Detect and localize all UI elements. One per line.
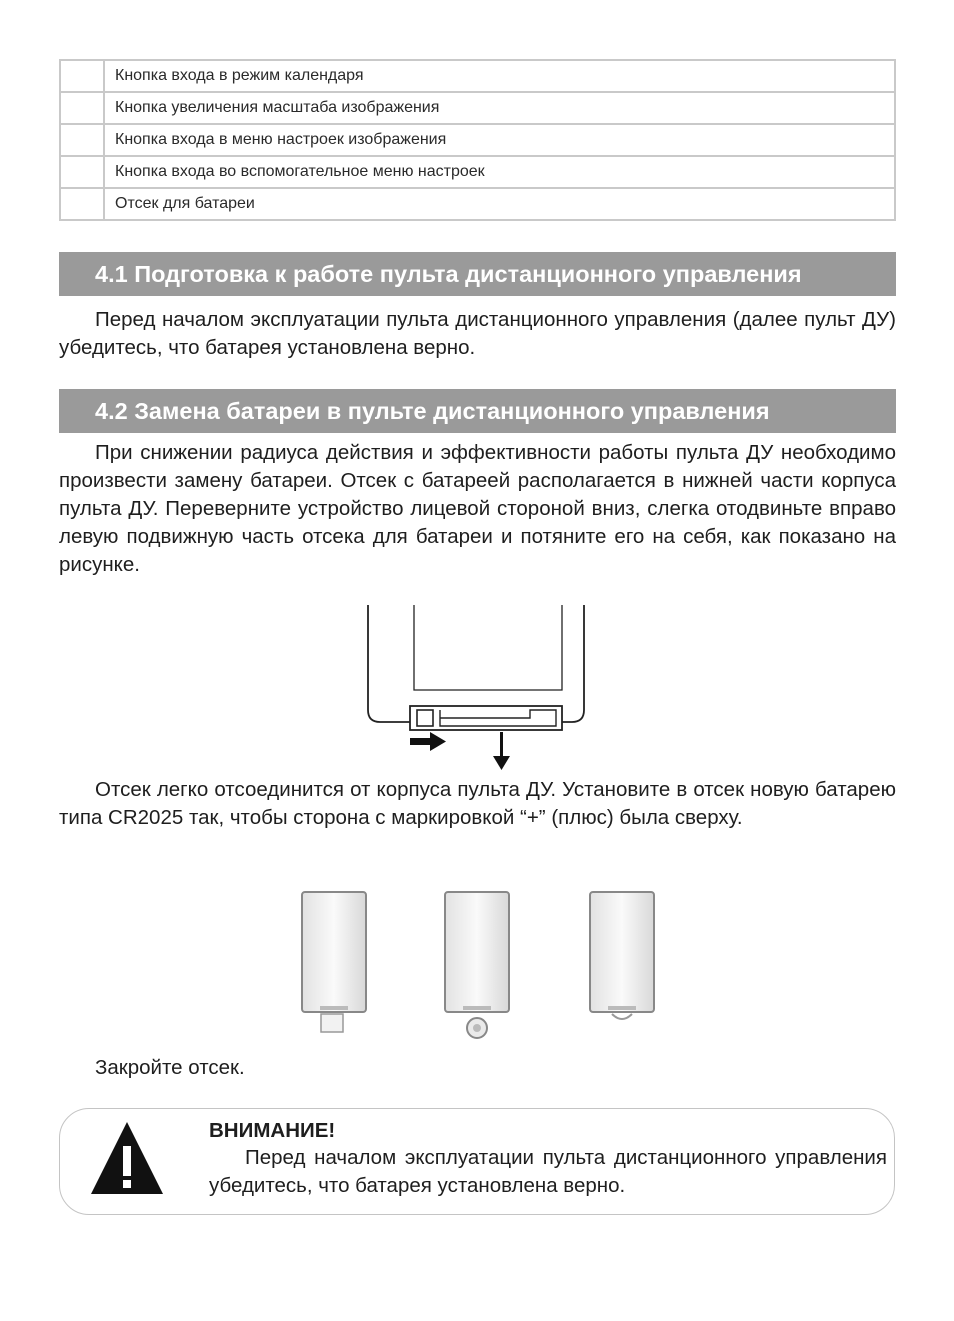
table-cell-number [60,124,104,156]
section-4-1-paragraph: Перед началом эксплуатации пульта дистанционного управления (далее пульт ДУ) убедитесь, что батарея установлена верно. [59,308,896,359]
table-row [60,124,895,156]
step-2-remote [445,892,509,1038]
battery-steps-diagram [290,888,670,1048]
step-1-remote [302,892,366,1032]
arrow-down-icon [493,732,510,770]
remote-body-outline [368,605,584,722]
table-cell-number [60,92,104,124]
section-4-2-paragraph-2: Отсек легко отсоединится от корпуса пульта ДУ. Установите в отсек новую батарею типа CR2025 так, чтобы сторона с маркировкой “+” (плюс) была сверху. [59,778,896,829]
compartment-closed-icon [612,1014,632,1019]
table-cell-description: Кнопка входа в меню настроек изображения [104,124,895,156]
table-cell-number [60,188,104,220]
battery-tray-icon [321,1014,343,1032]
table-cell-number [60,60,104,92]
table-row [60,60,895,92]
table-row [60,92,895,124]
section-heading-4-1: 4.1 Подготовка к работе пульта дистанционного управления [59,252,896,296]
table-cell-description: Кнопка входа в режим календаря [104,60,895,92]
table-cell-description: Кнопка увеличения масштаба изображения [104,92,895,124]
step-3-remote [590,892,654,1019]
table-cell-description: Кнопка входа во вспомогательное меню настроек [104,156,895,188]
compartment-latch [417,710,433,726]
section-4-2-paragraph-3: Закройте отсек. [95,1056,245,1079]
parts-table [59,59,896,221]
battery-compartment-diagram [360,600,600,775]
table-row [60,188,895,220]
warning-triangle-icon [89,1120,165,1196]
table-row [60,156,895,188]
table-cell-description: Отсек для батареи [104,188,895,220]
section-heading-4-2: 4.2 Замена батареи в пульте дистанционного управления [59,389,896,433]
section-4-2-paragraph-1: При снижении радиуса действия и эффективности работы пульта ДУ необходимо произвести замену батареи. Отсек с батареей располагается в нижней части корпуса пульта ДУ. Переверните устройство лицевой стороной вниз, слегка отодвиньте вправо левую подвижную часть отсека для батареи и потяните его на себя, как показано на рисунке. [59,441,896,576]
warning-title: ВНИМАНИЕ! [209,1119,336,1142]
table-cell-number [60,156,104,188]
arrow-right-icon [410,732,446,751]
remote-inner-outline [414,605,562,690]
warning-text: Перед началом эксплуатации пульта дистанционного управления убедитесь, что батарея установлена верно. [209,1146,887,1197]
